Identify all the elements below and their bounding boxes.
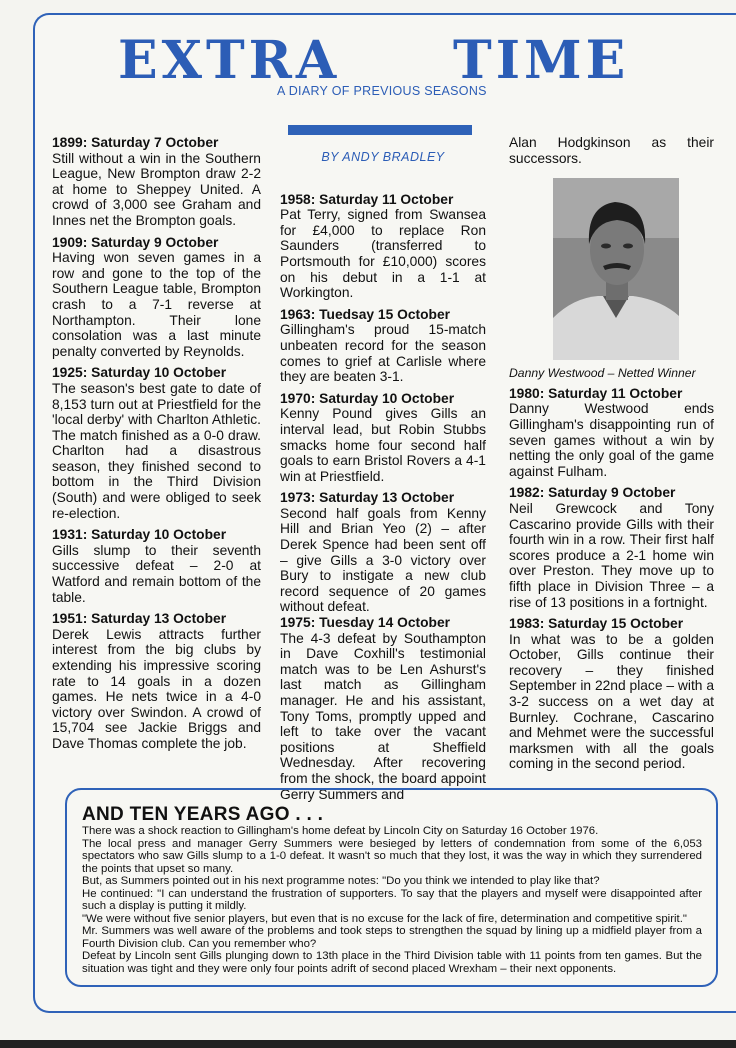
diary-entry bbox=[280, 192, 486, 301]
diary-entry bbox=[280, 307, 486, 385]
diary-entry bbox=[280, 490, 486, 615]
entry-text: Derek Lewis attracts further interest from the big clubs by extending his impressive scoring rate to 14 goals in a dozen games. He nets twice in a 4-0 victory over Swindon. A crowd of 15,704 see Jackie Briggs and Dave Thomas complete the job. bbox=[52, 626, 261, 751]
box-paragraph: The local press and manager Gerry Summers were besieged by letters of condemnation from some of the 6,053 spectators who saw Gills slump to a 1-0 defeat. It wasn't so much that they lost, it was the way in which they surrendered the points that upset so many. bbox=[82, 837, 702, 875]
entry-text: Kenny Pound gives Gills an interval lead, but Robin Stubbs smacks home four second half goals to earn Bristol Rovers a 4-1 win at Priestfield. bbox=[280, 406, 486, 484]
byline-rule bbox=[288, 125, 472, 135]
entry-heading: 1899: Saturday 7 October bbox=[52, 135, 219, 150]
diary-entry bbox=[52, 527, 261, 605]
entry-heading: 1931: Saturday 10 October bbox=[52, 527, 227, 543]
box-paragraph: "We were without five senior players, but even that is no excuse for the lack of fire, determination and competitive spirit." bbox=[82, 912, 687, 925]
column-3 bbox=[509, 135, 714, 778]
entry-heading: 1980: Saturday 11 October bbox=[509, 385, 683, 401]
entry-text: Having won seven games in a row and gone to the top of the Southern League table, Brompton crash to a 7-1 reverse at Northampton. Their lone consolation was a last minute penalty converted by Reynolds. bbox=[52, 250, 261, 359]
entry-text: Gillingham's proud 15-match unbeaten record for the season comes to grief at Carlisle where they are beaten 3-1. bbox=[280, 322, 486, 385]
diary-entry bbox=[280, 615, 486, 802]
entry-text: Pat Terry, signed from Swansea for £4,000 to replace Ron Saunders (transferred to Portsmouth for £10,000) scores on his debut in a 1-1 at Workington. bbox=[280, 207, 486, 301]
box-paragraph: Defeat by Lincoln sent Gills plunging down to 13th place in the Third Division table with 11 points from ten games. But the situation was tight and they were only four points adrift of second placed Wrexham – their next opponents. bbox=[82, 950, 702, 975]
byline: BY ANDY BRADLEY bbox=[321, 150, 445, 164]
column-1 bbox=[52, 135, 261, 758]
entry-text: Still without a win in the Southern League, New Brompton draw 2-2 at home to Sheppey United. A crowd of 3,000 see Graham and Innes net the Brompton goals. bbox=[52, 150, 261, 228]
entry-heading: 1973: Saturday 13 October bbox=[280, 490, 455, 506]
title-word-time: TIME bbox=[453, 30, 630, 91]
player-photo bbox=[553, 178, 679, 360]
entry-heading: 1975: Tuesday 14 October bbox=[280, 615, 450, 631]
box-body bbox=[82, 825, 702, 975]
entry-heading: 1982: Saturday 9 October bbox=[509, 485, 676, 501]
box-paragraph: He continued: "I can understand the frustration of supporters. To say that the players and myself were disappointed after such a display is putting it mildly. bbox=[82, 887, 702, 912]
entry-text: The 4-3 defeat by Southampton in Dave Coxhill's testimonial match was to be Len Ashurst's last match as Gillingham manager. He and his assistant, Tony Toms, promptly upped and left to take over the vacant positions at Sheffield Wednesday. After recovering from the shock, the board appoint Gerry Summers and bbox=[280, 630, 486, 802]
player-portrait-image bbox=[553, 178, 679, 360]
page-bottom-edge bbox=[0, 1040, 736, 1048]
diary-entry bbox=[52, 611, 261, 751]
diary-entry bbox=[509, 485, 714, 610]
diary-entry bbox=[52, 135, 261, 229]
page-subtitle: A DIARY OF PREVIOUS SEASONS bbox=[277, 84, 487, 98]
diary-entry bbox=[509, 386, 714, 480]
box-paragraph: Mr. Summers was well aware of the problems and took steps to strengthen the squad by lining up a midfield player from a Fourth Division club. Can you remember who? bbox=[82, 925, 702, 950]
entry-heading: 1958: Saturday 11 October bbox=[280, 191, 454, 207]
diary-entry bbox=[280, 391, 486, 485]
entry-heading: 1983: Saturday 15 October bbox=[509, 616, 684, 632]
diary-entry bbox=[52, 365, 261, 521]
photo-caption: Danny Westwood – Netted Winner bbox=[509, 366, 696, 381]
entry-text: In what was to be a golden October, Gills continue their recovery – they finished September in 22nd place – with a 3-2 success on a wet day at Burnley. Cochrane, Cascarino and Mehmet were the successful marksmen with all the goals coming in the second period. bbox=[509, 631, 714, 772]
entry-text: Neil Grewcock and Tony Cascarino provide Gills with their fourth win in a row. Their first half scores produce a 2-1 home win over Preston. They move up to fifth place in Division Three – a rise of 13 positions in a fortnight. bbox=[509, 500, 714, 610]
diary-entry bbox=[509, 616, 714, 772]
box-title: AND TEN YEARS AGO . . . bbox=[82, 804, 324, 825]
column-2 bbox=[280, 125, 486, 808]
diary-entry bbox=[52, 235, 261, 360]
entry-heading: 1909: Saturday 9 October bbox=[52, 234, 219, 250]
entry-text: Second half goals from Kenny Hill and Brian Yeo (2) – after Derek Spence had been sent off – give Gills a 3-0 victory over Bury to instigate a new club record sequence of 20 games without defeat. bbox=[280, 505, 486, 615]
entry-heading: 1963: Tuedsay 15 October bbox=[280, 306, 450, 322]
entry-heading: 1970: Saturday 10 October bbox=[280, 390, 455, 406]
box-paragraph: But, as Summers pointed out in his next programme notes: "Do you think we intended to play like that? bbox=[82, 875, 600, 887]
entry-text: The season's best gate to date of 8,153 turn out at Priestfield for the 'local derby' with Charlton Athletic. The match finished as a 0-0 draw. Charlton had a disastrous season, they finished second to bottom in the Third Division (South) and were obliged to seek re-election. bbox=[52, 380, 261, 521]
entry-heading: 1951: Saturday 13 October bbox=[52, 611, 227, 627]
entry-heading: 1925: Saturday 10 October bbox=[52, 365, 227, 381]
continued-text: Alan Hodgkinson as their successors. bbox=[509, 135, 714, 166]
entry-text: Gills slump to their seventh successive defeat – 2-0 at Watford and remain bottom of the table. bbox=[52, 542, 261, 605]
title-word-extra: EXTRA bbox=[118, 30, 341, 91]
box-paragraph: There was a shock reaction to Gillingham's home defeat by Lincoln City on Saturday 16 October 1976. bbox=[82, 825, 599, 837]
entry-text: Danny Westwood ends Gillingham's disappointing run of seven games without a win by netting the only goal of the game against Fulham. bbox=[509, 401, 714, 479]
